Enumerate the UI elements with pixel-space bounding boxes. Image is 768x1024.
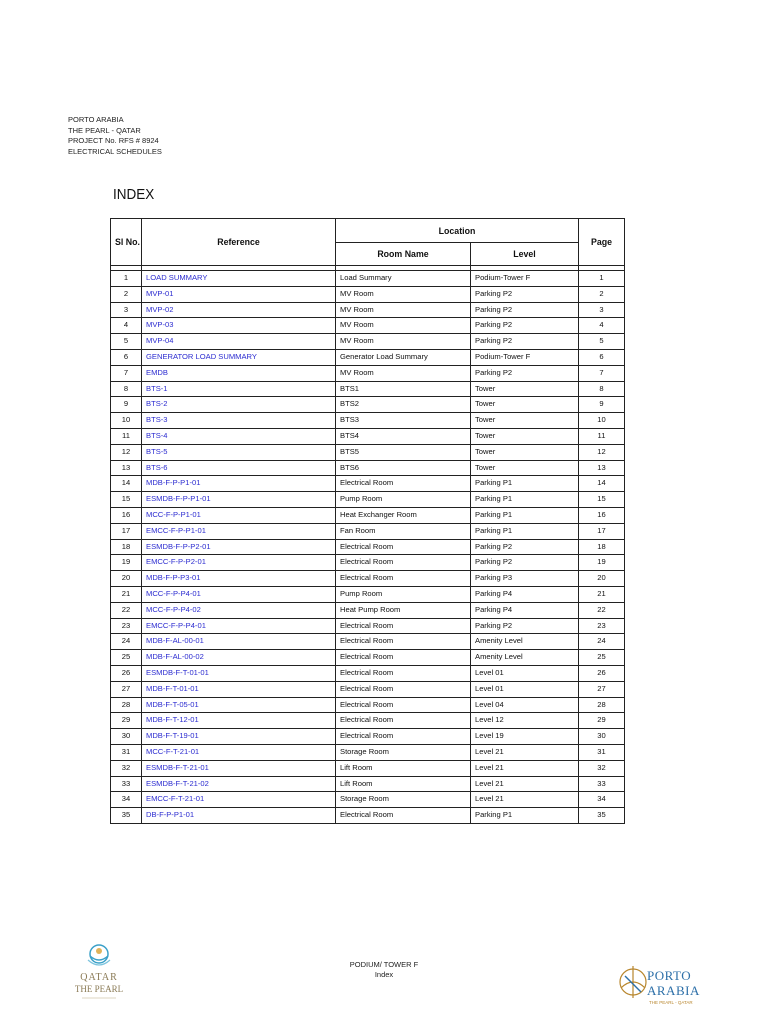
row-reference-link[interactable]: EMCC-F-T-21-01	[142, 792, 336, 808]
row-page-number: 35	[579, 808, 625, 824]
row-room-name: Pump Room	[336, 492, 471, 508]
table-row	[111, 571, 625, 587]
row-room-name: Electrical Room	[336, 539, 471, 555]
row-page-number: 4	[579, 318, 625, 334]
table-row	[111, 634, 625, 650]
table-row	[111, 302, 625, 318]
row-sl-no: 26	[111, 665, 142, 681]
row-level: Podium-Tower F	[471, 271, 579, 287]
row-reference-link[interactable]: BTS-6	[142, 460, 336, 476]
row-level: Parking P4	[471, 602, 579, 618]
row-room-name: Electrical Room	[336, 650, 471, 666]
table-row	[111, 618, 625, 634]
row-room-name: Generator Load Summary	[336, 349, 471, 365]
row-page-number: 26	[579, 665, 625, 681]
row-level: Level 21	[471, 792, 579, 808]
column-header-page: Page	[579, 219, 625, 266]
row-level: Parking P2	[471, 334, 579, 350]
row-reference-link[interactable]: MCC-F-T-21-01	[142, 744, 336, 760]
table-row	[111, 349, 625, 365]
row-room-name: BTS6	[336, 460, 471, 476]
row-page-number: 8	[579, 381, 625, 397]
table-row	[111, 681, 625, 697]
pearl-logo-text: THE PEARL	[74, 984, 124, 994]
row-room-name: BTS5	[336, 444, 471, 460]
row-sl-no: 3	[111, 302, 142, 318]
row-level: Amenity Level	[471, 650, 579, 666]
row-room-name: MV Room	[336, 365, 471, 381]
row-reference-link[interactable]: ESMDB-F-T-21-01	[142, 760, 336, 776]
row-page-number: 12	[579, 444, 625, 460]
row-room-name: Electrical Room	[336, 713, 471, 729]
row-sl-no: 23	[111, 618, 142, 634]
table-row	[111, 286, 625, 302]
row-sl-no: 12	[111, 444, 142, 460]
row-page-number: 34	[579, 792, 625, 808]
row-room-name: Electrical Room	[336, 681, 471, 697]
row-sl-no: 32	[111, 760, 142, 776]
svg-text:QATAR: QATAR	[80, 972, 118, 983]
table-row	[111, 381, 625, 397]
table-row	[111, 444, 625, 460]
row-level: Tower	[471, 381, 579, 397]
row-page-number: 23	[579, 618, 625, 634]
row-sl-no: 11	[111, 428, 142, 444]
row-reference-link[interactable]: BTS-3	[142, 413, 336, 429]
row-sl-no: 25	[111, 650, 142, 666]
row-sl-no: 31	[111, 744, 142, 760]
row-page-number: 27	[579, 681, 625, 697]
row-reference-link[interactable]: MCC-F-P-P1-01	[142, 507, 336, 523]
row-level: Tower	[471, 460, 579, 476]
row-level: Parking P1	[471, 476, 579, 492]
table-row	[111, 271, 625, 287]
row-reference-link[interactable]: MDB-F-AL-00-01	[142, 634, 336, 650]
row-level: Tower	[471, 397, 579, 413]
row-level: Level 19	[471, 729, 579, 745]
table-row	[111, 539, 625, 555]
page-title: INDEX	[113, 186, 155, 203]
row-room-name: MV Room	[336, 302, 471, 318]
row-reference-link[interactable]: GENERATOR LOAD SUMMARY	[142, 349, 336, 365]
row-page-number: 14	[579, 476, 625, 492]
row-page-number: 29	[579, 713, 625, 729]
row-room-name: Heat Pump Room	[336, 602, 471, 618]
column-header-sl-no: Sl No.	[111, 219, 142, 266]
row-reference-link[interactable]: MDB-F-P-P1-01	[142, 476, 336, 492]
row-room-name: Electrical Room	[336, 808, 471, 824]
column-header-room-name: Room Name	[336, 243, 471, 266]
row-reference-link[interactable]: ESMDB-F-P-P2-01	[142, 539, 336, 555]
row-level: Level 21	[471, 776, 579, 792]
row-page-number: 10	[579, 413, 625, 429]
table-row	[111, 318, 625, 334]
row-level: Parking P2	[471, 555, 579, 571]
row-sl-no: 27	[111, 681, 142, 697]
row-sl-no: 8	[111, 381, 142, 397]
row-reference-link[interactable]: EMCC-F-P-P1-01	[142, 523, 336, 539]
footer-page-name: Index	[374, 970, 394, 979]
row-sl-no: 15	[111, 492, 142, 508]
row-reference-link[interactable]: MCC-F-P-P4-02	[142, 602, 336, 618]
row-sl-no: 18	[111, 539, 142, 555]
row-sl-no: 30	[111, 729, 142, 745]
row-page-number: 3	[579, 302, 625, 318]
row-level: Parking P2	[471, 302, 579, 318]
footer-section: PODIUM/ TOWER F	[349, 960, 419, 969]
row-page-number: 19	[579, 555, 625, 571]
row-page-number: 32	[579, 760, 625, 776]
row-page-number: 25	[579, 650, 625, 666]
row-room-name: Storage Room	[336, 744, 471, 760]
row-level: Tower	[471, 428, 579, 444]
row-room-name: Storage Room	[336, 792, 471, 808]
row-reference-link[interactable]: BTS-2	[142, 397, 336, 413]
row-room-name: Load Summary	[336, 271, 471, 287]
row-reference-link[interactable]: MDB-F-T-05-01	[142, 697, 336, 713]
row-page-number: 11	[579, 428, 625, 444]
column-header-location: Location	[336, 219, 579, 243]
table-row	[111, 523, 625, 539]
row-reference-link[interactable]: EMDB	[142, 365, 336, 381]
row-reference-link[interactable]: BTS-5	[142, 444, 336, 460]
row-level: Parking P1	[471, 507, 579, 523]
row-level: Level 04	[471, 697, 579, 713]
row-reference-link[interactable]: LOAD SUMMARY	[142, 271, 336, 287]
row-reference-link[interactable]: MDB-F-AL-00-02	[142, 650, 336, 666]
row-sl-no: 10	[111, 413, 142, 429]
table-row	[111, 792, 625, 808]
row-level: Amenity Level	[471, 634, 579, 650]
table-row	[111, 492, 625, 508]
header-project-number: PROJECT No. RFS # 8924	[68, 136, 159, 145]
row-room-name: BTS1	[336, 381, 471, 397]
header-location: THE PEARL - QATAR	[68, 125, 141, 135]
row-page-number: 33	[579, 776, 625, 792]
row-reference-link[interactable]: MDB-F-T-12-01	[142, 713, 336, 729]
row-level: Parking P1	[471, 523, 579, 539]
row-room-name: MV Room	[336, 334, 471, 350]
row-reference-link[interactable]: MDB-F-P-P3-01	[142, 571, 336, 587]
row-page-number: 5	[579, 334, 625, 350]
table-row	[111, 586, 625, 602]
row-reference-link[interactable]: DB-F-P-P1-01	[142, 808, 336, 824]
table-row	[111, 397, 625, 413]
table-row	[111, 760, 625, 776]
row-level: Parking P2	[471, 318, 579, 334]
row-page-number: 13	[579, 460, 625, 476]
table-row	[111, 476, 625, 492]
row-room-name: Fan Room	[336, 523, 471, 539]
row-sl-no: 34	[111, 792, 142, 808]
row-page-number: 2	[579, 286, 625, 302]
table-row	[111, 507, 625, 523]
row-level: Parking P4	[471, 586, 579, 602]
row-room-name: BTS2	[336, 397, 471, 413]
row-room-name: Electrical Room	[336, 729, 471, 745]
row-sl-no: 5	[111, 334, 142, 350]
row-level: Tower	[471, 413, 579, 429]
row-level: Parking P1	[471, 808, 579, 824]
document-header	[68, 115, 162, 157]
table-row	[111, 713, 625, 729]
row-room-name: MV Room	[336, 286, 471, 302]
row-reference-link[interactable]: MCC-F-P-P4-01	[142, 586, 336, 602]
row-room-name: Lift Room	[336, 776, 471, 792]
row-room-name: Pump Room	[336, 586, 471, 602]
row-sl-no: 22	[111, 602, 142, 618]
row-room-name: Electrical Room	[336, 555, 471, 571]
row-room-name: Heat Exchanger Room	[336, 507, 471, 523]
row-reference-link[interactable]: ESMDB-F-T-21-02	[142, 776, 336, 792]
row-room-name: Electrical Room	[336, 618, 471, 634]
porto-logo-subtitle: THE PEARL - QATAR	[649, 1000, 693, 1005]
index-table	[110, 218, 625, 824]
table-row	[111, 365, 625, 381]
row-page-number: 22	[579, 602, 625, 618]
row-page-number: 30	[579, 729, 625, 745]
row-room-name: BTS3	[336, 413, 471, 429]
row-page-number: 28	[579, 697, 625, 713]
row-sl-no: 16	[111, 507, 142, 523]
row-sl-no: 17	[111, 523, 142, 539]
row-level: Level 21	[471, 744, 579, 760]
row-page-number: 1	[579, 271, 625, 287]
row-page-number: 6	[579, 349, 625, 365]
row-room-name: BTS4	[336, 428, 471, 444]
row-page-number: 17	[579, 523, 625, 539]
row-room-name: MV Room	[336, 318, 471, 334]
row-level: Parking P1	[471, 492, 579, 508]
row-room-name: Electrical Room	[336, 697, 471, 713]
row-room-name: Electrical Room	[336, 634, 471, 650]
row-sl-no: 9	[111, 397, 142, 413]
table-row	[111, 697, 625, 713]
row-level: Parking P2	[471, 365, 579, 381]
row-sl-no: 13	[111, 460, 142, 476]
table-row	[111, 428, 625, 444]
row-reference-link[interactable]: MVP-02	[142, 302, 336, 318]
row-reference-link[interactable]: MVP-03	[142, 318, 336, 334]
row-reference-link[interactable]: MVP-01	[142, 286, 336, 302]
row-level: Parking P2	[471, 286, 579, 302]
table-row	[111, 602, 625, 618]
svg-text:ARABIA: ARABIA	[647, 983, 700, 998]
row-sl-no: 7	[111, 365, 142, 381]
row-room-name: Electrical Room	[336, 665, 471, 681]
column-header-reference: Reference	[142, 219, 336, 266]
row-sl-no: 1	[111, 271, 142, 287]
porto-arabia-logo	[615, 958, 710, 1008]
row-page-number: 24	[579, 634, 625, 650]
row-reference-link[interactable]: MVP-04	[142, 334, 336, 350]
row-sl-no: 2	[111, 286, 142, 302]
row-sl-no: 19	[111, 555, 142, 571]
table-row	[111, 665, 625, 681]
row-level: Level 01	[471, 681, 579, 697]
row-sl-no: 35	[111, 808, 142, 824]
index-table-body	[111, 271, 625, 824]
row-sl-no: 14	[111, 476, 142, 492]
row-level: Parking P2	[471, 539, 579, 555]
row-level: Tower	[471, 444, 579, 460]
row-sl-no: 33	[111, 776, 142, 792]
table-row	[111, 744, 625, 760]
row-page-number: 21	[579, 586, 625, 602]
table-row	[111, 460, 625, 476]
table-row	[111, 413, 625, 429]
row-page-number: 20	[579, 571, 625, 587]
table-row	[111, 650, 625, 666]
row-room-name: Electrical Room	[336, 571, 471, 587]
row-reference-link[interactable]: EMCC-F-P-P2-01	[142, 555, 336, 571]
header-project-name: PORTO ARABIA	[68, 115, 124, 124]
header-document-type: ELECTRICAL SCHEDULES	[68, 146, 162, 156]
row-reference-link[interactable]: BTS-4	[142, 428, 336, 444]
row-reference-link[interactable]: BTS-1	[142, 381, 336, 397]
row-sl-no: 4	[111, 318, 142, 334]
row-page-number: 7	[579, 365, 625, 381]
row-level: Level 01	[471, 665, 579, 681]
row-room-name: Electrical Room	[336, 476, 471, 492]
row-level: Level 12	[471, 713, 579, 729]
row-level: Podium-Tower F	[471, 349, 579, 365]
row-reference-link[interactable]: ESMDB-F-P-P1-01	[142, 492, 336, 508]
row-page-number: 15	[579, 492, 625, 508]
row-sl-no: 29	[111, 713, 142, 729]
row-level: Parking P3	[471, 571, 579, 587]
row-level: Parking P2	[471, 618, 579, 634]
row-reference-link[interactable]: MDB-F-T-19-01	[142, 729, 336, 745]
table-row	[111, 729, 625, 745]
row-reference-link[interactable]: ESMDB-F-T-01-01	[142, 665, 336, 681]
table-row	[111, 776, 625, 792]
row-sl-no: 24	[111, 634, 142, 650]
table-row	[111, 334, 625, 350]
row-page-number: 9	[579, 397, 625, 413]
row-sl-no: 6	[111, 349, 142, 365]
row-room-name: Lift Room	[336, 760, 471, 776]
row-page-number: 16	[579, 507, 625, 523]
table-row	[111, 555, 625, 571]
row-sl-no: 20	[111, 571, 142, 587]
row-sl-no: 21	[111, 586, 142, 602]
row-reference-link[interactable]: EMCC-F-P-P4-01	[142, 618, 336, 634]
row-page-number: 18	[579, 539, 625, 555]
row-page-number: 31	[579, 744, 625, 760]
column-header-level: Level	[471, 243, 579, 266]
svg-text:PORTO: PORTO	[647, 968, 692, 983]
row-reference-link[interactable]: MDB-F-T-01-01	[142, 681, 336, 697]
row-sl-no: 28	[111, 697, 142, 713]
table-row	[111, 808, 625, 824]
row-level: Level 21	[471, 760, 579, 776]
